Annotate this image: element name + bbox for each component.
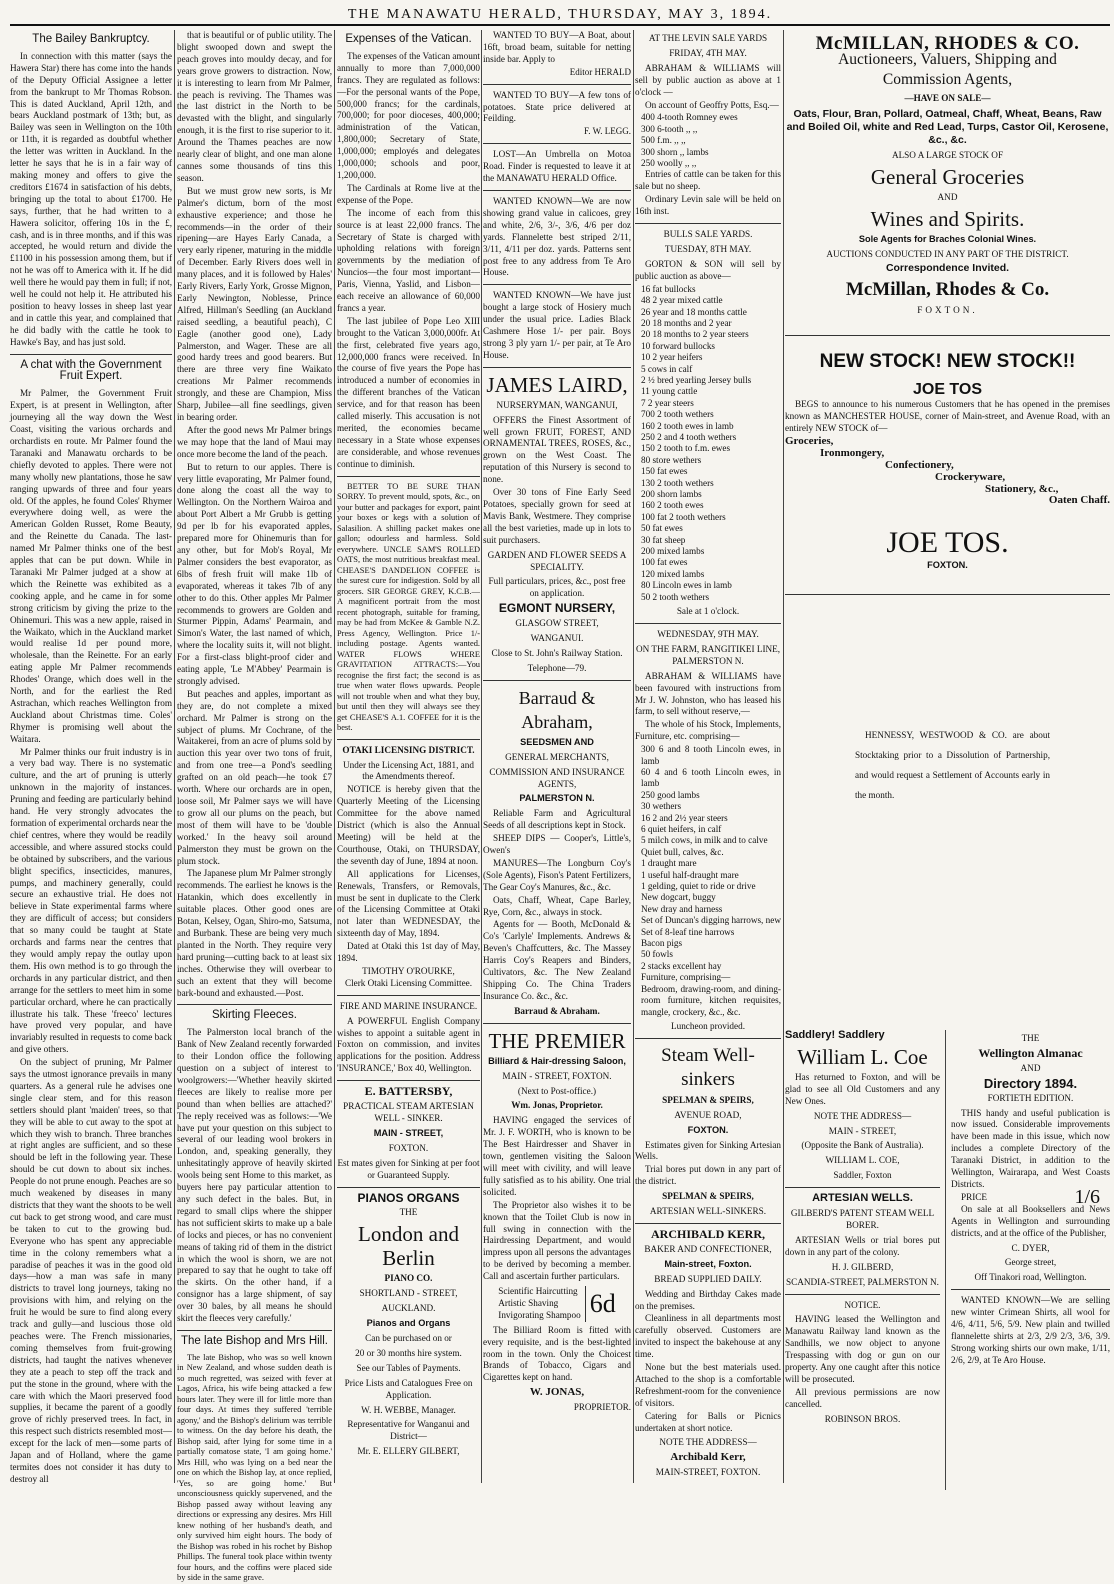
list-item: 48 2 year mixed cattle — [641, 295, 723, 306]
divider — [337, 476, 480, 477]
list-item: 80 Lincoln ewes in lamb — [641, 580, 732, 591]
stock-list — [641, 744, 781, 1018]
divider — [10, 354, 172, 355]
list-item: 16 2 and 2½ year steers — [641, 812, 728, 823]
sale-text: ABRAHAM & WILLIAMS have been favoured with instructions from Mr J. W. Johnston, who has leased his farm, to sell without reserve,— — [635, 670, 781, 717]
advert-text: MANURES—The Longburn Coy's (Sole Agents), Fison's Patent Fertilizers, The Gear Coy's Manures, &c., &c. — [483, 857, 631, 892]
stock-list — [641, 284, 781, 603]
sale-date: FRIDAY, 4TH MAY. — [669, 47, 747, 58]
advert-text: Wines and Spirits. — [870, 206, 1025, 231]
advert-text: HENNESSY, WESTWOOD & CO. are about Stocktaking prior to a Dissolution of Partnership, and would request a Settlement of Accounts early in the month. — [855, 730, 1050, 801]
divider — [785, 1294, 940, 1295]
divider — [337, 739, 480, 740]
advert-title: Saddlery! Saddlery — [785, 1029, 885, 1041]
list-item: 150 2 tooth to f.m. ewes — [641, 443, 731, 454]
advert-title: William L. Coe — [797, 1044, 928, 1069]
list-item: New dray and harness — [641, 903, 723, 914]
column-divider — [633, 30, 634, 1483]
advert-text: PIANO CO. — [384, 1273, 433, 1284]
column-divider — [783, 30, 784, 1483]
sale-text: Entries of cattle can be taken for this sale but no sheep. — [635, 169, 781, 192]
list-item: 120 mixed lambs — [641, 568, 705, 579]
stock-list — [641, 112, 781, 169]
advert-title: London and Berlin — [358, 1222, 459, 1271]
advert-title: McMILLAN, RHODES & CO. — [815, 33, 1080, 54]
sale-date: TUESDAY, 8TH MAY. — [664, 244, 752, 254]
divider — [483, 143, 631, 144]
sale-heading: AT THE LEVIN SALE YARDS — [648, 33, 768, 43]
divider — [337, 995, 480, 996]
advert-text: Pianos and Organs — [366, 1318, 451, 1329]
signature: Clerk Otaki Licensing Committee. — [344, 977, 473, 988]
advert-text: BEGS to announce to his numerous Customers that he has opened in the premises known as MANCHESTER HOUSE, corner of Main-street, and Avenue Road, with an entirely NEW STOCK of— — [785, 399, 1110, 433]
list-item: 250 woolly ,, ,, — [641, 158, 697, 169]
column-2 — [177, 30, 332, 1583]
advert-title: PIANOS ORGANS — [357, 1190, 460, 1205]
advert-text: Confectionery, — [885, 458, 954, 471]
advert-text: Main-street, Foxton. — [664, 1258, 752, 1269]
headline-fruit-expert: A chat with the Government Fruit Expert. — [20, 358, 162, 383]
headline-skirting-fleeces: Skirting Fleeces. — [211, 1009, 297, 1022]
article-paragraph: The late Bishop, who was so well known in New Zealand, and whose sudden death is so much regretted, was seized with fever at Lagos, Africa, his wife being attacked a few hours later. They were ill for little more than four days. At times they suffered 'terrible agony,' and the Bishop's delirium was terrible to witness. On the day before his death, the Bishop said, after lying for some time in a partially comatose state, 'I am going home.' Mrs Hill, who was lying on a bed near the one on which the Bishop lay, at once replied, 'Yes, so are going home.' But unconsciousness quickly supervened, and the Bishop passed away without leaving any directions or expressing any desires. Mrs Hill knew nothing of her husband's death, and only survived him eight hours. The body of the Bishop was robed in his rochet by Bishop Phillips. The funeral took place within twenty four hours, and the coffins were placed side by side in the same grave. — [177, 1352, 332, 1583]
advert-text: THE — [1021, 1033, 1040, 1043]
advert-text: SEEDSMEN AND — [520, 736, 594, 747]
advert-text: Auctioneers, Valuers, Shipping and — [838, 50, 1057, 68]
list-item: 80 store wethers — [641, 454, 702, 465]
advert-text: Representative for Wanganui and District— — [347, 1419, 470, 1442]
advert-title: EGMONT NURSERY, — [498, 601, 616, 616]
advert-text: Over 30 tons of Fine Early Seed Potatoes, specially grown for seed at Mavis Bank, Westmere. They comprise all the best varieties, made up in lots to suit purchasers. — [483, 487, 631, 545]
divider — [785, 335, 1110, 336]
list-item: 250 good lambs — [641, 789, 700, 800]
advert-text: MAIN - STREET, — [828, 1125, 897, 1136]
advert-text: ALSO A LARGE STOCK OF — [891, 149, 1004, 160]
list-item: 300 6 and 8 tooth Lincoln ewes, in lamb — [641, 744, 781, 766]
sale-text: The whole of his Stock, Implements, Furniture, etc. comprising— — [635, 719, 781, 742]
advert-text: AND — [937, 191, 958, 202]
advert-text: Sole Agents for Braches Colonial Wines. — [858, 233, 1037, 244]
advert-text: Can be purchased on or — [365, 1332, 452, 1343]
notice-heading: OTAKI LICENSING DISTRICT. — [342, 744, 475, 755]
headline-bailey: The Bailey Bankruptcy. — [32, 33, 150, 45]
article-paragraph: that is beautiful or of public utility. The blight swooped down and swept the peach groves into mouldy decay, and for years grove growers to distraction. Now, it is interesting to learn from Mr Palmer, the peach is reviving. The Thames was the last district in the North to be devasted with the blight, and singularly enough, it is the first to rise superior to it. Around the Thames peaches are now nearly clear of blight, and one man alone cannes some thousands of tins this season. — [177, 30, 332, 183]
advert-text: THIS handy and useful publication is now issued. Considerable improvements have been made in this issue, which now includes a complete Directory of the Taranaki District, in addition to the Wellington, Wairarapa, and West Coasts Districts. — [951, 1107, 1110, 1189]
column-divider — [334, 30, 335, 1483]
article-paragraph: In connection with this matter (says the Hawera Star) there has come into the hands of the Deputy Official Assignee a letter from the bankrupt to Mr Thomas Robson. This is dated Auckland, April 12th, and bears Auckland postmark of 13th; but, as Bailey was seen in Wellington on the 10th or 11th, it is regarded as doubtful whether the letter was written in Auckland. In the letter he says that he is in a fair way of making money and offers to give the creditors £1674 in satisfaction of his debts, bringing up the total to about £1700. He says, further, that he had written to a Hawera solicitor, offering 10s in the £, cash, and is in three months, and if this was accepted, he would return and divide the £1100 in his possession among them, but if not he was off to America with it. If he did well there he would pay them in full; if not, well he could not help it. He attributed his position to heavy losses in sheep last year and in cattle this year, and complained that he did badly with the cattle he took to Hawke's Bay, and has just sold. — [10, 50, 172, 347]
price-box — [483, 1286, 631, 1322]
list-item: 20 18 months to 2 year steers — [641, 329, 749, 340]
list-item: 6 quiet heifers, in calf — [641, 824, 722, 834]
advert-text: Ironmongery, — [820, 446, 885, 459]
list-item: Furniture, comprising— — [641, 972, 731, 983]
price-item: Scientific Haircutting — [498, 1286, 578, 1297]
list-item: 160 2 tooth ewes in lamb — [641, 420, 734, 431]
list-item: New dogcart, buggy — [641, 892, 716, 903]
advert-text: W. H. WEBBE, Manager. — [361, 1404, 456, 1415]
divider — [785, 594, 1110, 595]
list-item: Set of Duncan's digging harrows, new — [641, 915, 781, 926]
advert-text: Billiard & Hair-dressing Saloon, — [488, 1055, 626, 1066]
advert-text: Estimates given for Sinking Artesian Wells. — [635, 1139, 781, 1162]
list-item: 300 shorn ,, lambs — [641, 146, 709, 157]
advert-text: COMMISSION AND INSURANCE AGENTS, — [489, 766, 625, 789]
column-divider — [481, 30, 482, 1483]
list-item: 200 shorn lambs — [641, 489, 702, 500]
list-item: 200 mixed lambs — [641, 546, 705, 557]
price-label: PRICE — [961, 1191, 988, 1202]
list-item: Quiet bull, calves, &c. — [641, 846, 724, 857]
divider — [635, 623, 781, 624]
advert-title: JOE TOS — [912, 381, 983, 399]
advert-text: (Next to Post-office.) — [517, 1085, 597, 1096]
list-item: 130 2 tooth wethers — [641, 477, 714, 488]
advert-text: On sale at all Booksellers and News Agents in Wellington and surrounding districts, and at the office of the Publisher, — [951, 1203, 1110, 1238]
advert-text: Commission Agents, — [882, 70, 1013, 88]
advert-title: Wellington Almanac — [978, 1045, 1083, 1060]
advert-text: Correspondence Invited. — [885, 262, 1010, 275]
sale-text: On account of Geoffry Potts, Esq.— — [645, 99, 779, 110]
advert-text: SCANDIA-STREET, PALMERSTON N. — [786, 1276, 939, 1287]
article-paragraph: But peaches and apples, important as they are, do not complete a mixed orchard. Mr Palmer is strong on the subject of plums. Mr Cochrane, of the Waitakerei, from an acre of plums sold by auction this year over two tons of fruit, and from one tree—a Pond's seedling grafted on an old peach—he took £7 worth. Where our orchards are in open, loose soil, Mr Palmer says we will have to grow all our plums on the peach, but most of them will have to be 'double worked.' In the heavy soil around Palmerston they must be grown on the plum stock. — [177, 688, 332, 866]
notice-text: All applications for Licenses, Renewals, Transfers, or Removals, must be sent in duplicate to the Clerk of the Licensing Committee at Otaki not later than WEDNESDAY, the sixteenth day of May, 1894. — [337, 868, 480, 939]
list-item: 150 fat ewes — [641, 466, 688, 477]
headline-vatican: Expenses of the Vatican. — [345, 33, 472, 45]
list-item: 50 fat ewes — [641, 523, 683, 534]
list-item: 60 4 and 6 tooth Lincoln ewes, in lamb — [641, 766, 781, 789]
list-item: 300 6-tooth ,, ,, — [641, 123, 698, 134]
list-item: 500 f.m. ,, ,, — [641, 135, 686, 146]
advert-text: SHEEP DIPS — Cooper's, Little's, Owen's — [483, 833, 631, 856]
price-item: Artistic Shaving — [498, 1297, 559, 1308]
advert-text: Wm. Jonas, Proprietor. — [511, 1100, 603, 1111]
advert-text: Crockeryware, — [935, 470, 1006, 483]
advert-text: Close to St. John's Railway Station. — [491, 647, 623, 658]
advert-text: W. JONAS, — [529, 1386, 585, 1399]
advert-text: FORTIETH EDITION. — [987, 1092, 1074, 1103]
advert-text: Saddler, Foxton — [833, 1170, 892, 1181]
list-item: 50 fowls — [641, 949, 673, 960]
article-paragraph: The Japanese plum Mr Palmer strongly recommends. The earliest he knows is the Hatankin, which does excellently in suitable places. Other good ones are Botan, Kelsey, Ogan, Shiro-mo, Satsuma, and Burbank. These are being very much planted in the North. They require very hard pruning—cutting back to at least six inches. Otherwise they will overbear to such an extent that they will become bark-bound and exhausted.—Post. — [177, 868, 332, 998]
list-item: Bedroom, drawing-room, and dining-room furniture, kitchen requisites, mangle, crockery, &c., &c. — [641, 983, 781, 1017]
advert-block: BETTER TO BE SURE THAN SORRY. To prevent mould, spots, &c., on your butter and packages for export, paint your boxes or kegs with a solution of Salasilion. A shilling packet makes one gallon; odourless and harmless. Sold everywhere. UNCLE SAM'S ROLLED OATS, the most nutritious breakfast meal. CHEASE'S DANDELION COFFEE is the surest cure for indigestion. Sold by all grocers. SIR GEORGE GREY, K.C.B.—A magnificent portrait from the most recent photograph, suitable for framing, may be had from McKee & Gamble N.Z. Press Agency, Wellington. Price 1/- including postage. Agents wanted. WATER FLOWS WHERE GRAVITATION ATTRACTS:—You recognise the first fact; the second is as true when water flows upwards. People will not trouble when and what they buy, but until then they will always see they get CHEASE'S A.1. COFFEE for it is the best. — [337, 481, 480, 733]
advert-text: AVENUE ROAD, — [674, 1109, 742, 1120]
column-4 — [483, 30, 631, 1483]
advert-text: PALMERSTON N. — [519, 793, 595, 804]
advert-text: Telephone—79. — [527, 662, 587, 673]
classified-ad: WANTED TO BUY—A few tons of potatoes. State price delivered at Feilding. — [483, 89, 631, 124]
article-paragraph: Mr Palmer thinks our fruit industry is in a very bad way. There is no systematic culture, and the art of pruning is utterly unknown in the majority of instances. Pruning and feeding are particularly behind hand. He very strongly advocates the formation of experimental orchards near the chief centres, where they would be readily accessible, and where assured stocks could be obtained by subscribers, and the various blight specifics, insecticides, manures, pumps, and machinery generally, could secure an exhaustive trial. He does not believe in State experimental farms where they are difficult of access; but considers that so many could be taught at State orchards and farms near the centres that they would amply repay the outlay upon them. His own method is to go through the orchards in any particular district, and then arrange for the settlers to meet him in some particular orchard, where he can practically illustrate his talk. These 'freeco' lectures have proved very popular, and have invariably resulted in requests to come back and give others. — [10, 746, 172, 1055]
divider — [483, 1023, 631, 1024]
advert-text: George street, — [1004, 1257, 1057, 1268]
list-item: 700 2 tooth wethers — [641, 409, 714, 420]
article-paragraph: The income of each from this source is at least 22,000 francs. The Secretary of State is charged with upholding relations with foreign governments by the mediation of Nuncios—the four most important—Paris, Vienna, Yaslid, and Lisbon—each receive an allowance of 60,000 francs a year. — [337, 207, 480, 313]
advert-text: GENERAL MERCHANTS, — [505, 751, 609, 762]
divider — [483, 190, 631, 191]
advert-title: E. BATTERSBY, — [364, 1084, 453, 1099]
sale-heading: WEDNESDAY, 9TH MAY. — [657, 629, 759, 639]
list-item: 5 milch cows, in milk and to calve — [641, 835, 768, 846]
column-3 — [337, 30, 480, 1483]
advert-text: GLASGOW STREET, — [515, 618, 599, 629]
advert-text: Full particulars, prices, &c., post free on application. — [488, 576, 626, 599]
article-paragraph: After the good news Mr Palmer brings we may hope that the land of Maui may once more become the land of the peach. — [177, 424, 332, 459]
column-divider — [174, 30, 175, 1483]
advert-text: SPELMAN & SPEIRS, — [662, 1191, 754, 1202]
list-item: 7 2 year steers — [641, 397, 694, 408]
list-item: 400 4-tooth Romney ewes — [641, 112, 738, 123]
article-paragraph: Mr Palmer, the Government Fruit Expert, is at present in Wellington, after journeying all the way down the West Coast, visiting the various orchards and orchardists en route. Mr Palmer found the Taranaki and Manawatu orchards to be chiefly devoted to apples. There were not many wholly new plantations, those he saw ranging upwards of three and four years old. Of the apples, he found Coles' Rhymer everywhere doing well, as were the American Golden Russet, Rome Beauty, and the Reinette du Canada. The last-named Mr Palmer thinks one of the best apples that can be put down. While in Taranaki Mr Palmer judged at a show at which the Reinette was exhibited as a cooking apple, and he came in for some strong criticism by giving the prize to the Ohinemuri. This was a new apple, raised in the Waikato, which in the Auckland market would realise 1d per pound more, wholesale, than the Reinette. For an early eating apple Mr Palmer recommends Rhodes' Orange, which does well in the North, and for the earliest the Red Astrachan, which reaches Wellington from Auckland about Christmas time. Coles' Rhymer is promising well about the Waitara. — [10, 388, 172, 744]
advert-text: MAIN - STREET, FOXTON. — [502, 1070, 612, 1081]
signature: Editor HERALD — [569, 66, 631, 77]
advert-text: SPELMAN & SPEIRS, — [662, 1094, 754, 1105]
advert-text: (Opposite the Bank of Australia). — [801, 1140, 924, 1151]
advert-text: BREAD SUPPLIED DAILY. — [654, 1273, 762, 1284]
advert-text: Price Lists and Catalogues Free on Application. — [344, 1377, 473, 1400]
sale-text: GORTON & SON will sell by public auction as above— — [635, 258, 781, 281]
list-item: Bacon pigs — [641, 938, 683, 949]
divider — [337, 1080, 480, 1081]
advert-text: Wedding and Birthday Cakes made on the premises. — [635, 1288, 781, 1311]
advert-text: C. DYER, — [1011, 1242, 1050, 1253]
notice-heading: FIRE AND MARINE INSURANCE. — [339, 1000, 478, 1011]
advert-text: AUCKLAND. — [381, 1303, 436, 1314]
advert-text: AND — [1020, 1062, 1041, 1073]
price-row — [951, 1185, 1110, 1208]
advert-text: Oats, Chaff, Wheat, Cape Barley, Rye, Corn, &c., always in stock. — [483, 894, 631, 917]
advert-text: BAKER AND CONFECTIONER, — [644, 1243, 772, 1254]
list-item: 30 fat sheep — [641, 534, 686, 545]
advert-title: ARTESIAN WELLS. — [812, 1192, 913, 1205]
advert-text: GILBERD'S PATENT STEAM WELL BORER. — [790, 1208, 935, 1230]
advert-text: The Proprietor also wishes it to be known that the Toilet Club is now in full swing in connection with the Hairdressing Department, and would impress upon all persons the advantages to be derived by becoming a member. Call and ascertain further particulars. — [483, 1199, 631, 1282]
advert-title: Steam Well-sinkers — [661, 1044, 755, 1090]
advert-text: SHORTLAND - STREET, — [359, 1288, 458, 1299]
divider — [483, 680, 631, 681]
advert-text: MAIN - STREET, — [373, 1127, 444, 1138]
advert-text: Agents for — Booth, McDonald & Co's 'Carlyle' Implements. Andrews & Beven's Chaffcutters, &c. The Massey Harris Coy's Reapers and Binders, Cultivators, &c. The New Zealand Shipping Co. The China Traders Insurance Co. &c., &c. — [483, 919, 631, 1001]
list-item: 50 2 tooth wethers — [641, 591, 710, 602]
advert-text: ARTESIAN WELL-SINKERS. — [649, 1206, 767, 1217]
divider — [483, 84, 631, 85]
advert-text: AUCTIONS CONDUCTED IN ANY PART OF THE DISTRICT. — [826, 248, 1069, 259]
notice-text: Under the Licensing Act, 1881, and the Amendments thereof. — [343, 759, 474, 782]
advert-text: Mr. E. ELLERY GILBERT, — [357, 1446, 460, 1457]
masthead: THE MANAWATU HERALD, THURSDAY, MAY 3, 1894. — [10, 6, 1110, 26]
list-item: 160 2 tooth ewes — [641, 500, 704, 511]
advert-text: McMillan, Rhodes & Co. — [845, 279, 1050, 301]
advert-text: MAIN-STREET, FOXTON. — [655, 1467, 761, 1478]
list-item: Set of 8-leaf tine harrows — [641, 926, 735, 937]
signature: ROBINSON BROS. — [824, 1413, 901, 1424]
advert-text: HAVING engaged the services of Mr. J. F. WORTH, who is known to be The Best Hairdresser and Shaver in town, gentlemen visiting the Saloon will meet with civility, and will leave fully satisfied as to his ability. One trial solicited. — [483, 1115, 631, 1197]
list-item: 10 forward bullocks — [641, 340, 715, 351]
advert-text: PRACTICAL STEAM ARTESIAN WELL - SINKER. — [343, 1101, 474, 1123]
list-item: 11 young cattle — [641, 386, 698, 397]
classified-ad: WANTED TO BUY—A Boat, about 16ft, broad beam, suitable for netting inside bar. Apply to — [483, 30, 631, 64]
column-divider — [945, 1030, 946, 1490]
advert-title: THE PREMIER — [488, 1028, 626, 1053]
advert-text: Reliable Farm and Agricultural Seeds of all descriptions kept in Stock. — [483, 808, 631, 831]
almanac-ad — [951, 1030, 1110, 1368]
advert-text: NOTE THE ADDRESS— — [659, 1437, 757, 1448]
advert-text: GARDEN AND FLOWER SEEDS A SPECIALITY. — [487, 549, 627, 572]
advert-text: FOXTON. — [388, 1142, 429, 1153]
advert-text: The Billiard Room is fitted with every requisite, and is the best-lighted room in the town. Only the Choicest Brands of Tobacco, Cigars and Cigarettes kept on hand. — [483, 1324, 631, 1383]
divider — [635, 1038, 781, 1039]
sale-date: ON THE FARM, RANGITIKEI LINE, PALMERSTON N. — [635, 643, 781, 666]
advert-text: NOTE THE ADDRESS— — [813, 1110, 912, 1121]
advert-title: NOTICE. — [844, 1299, 881, 1310]
advert-text: Barraud & Abraham. — [514, 1005, 600, 1016]
price-value: 6d — [589, 1288, 616, 1318]
advert-text: Archibald Kerr, — [670, 1451, 746, 1464]
list-item: 5 cows in calf — [641, 363, 693, 374]
article-paragraph: On the subject of pruning, Mr Palmer says the utmost ignorance prevails in many quarters. As a general rule he advises one single clear stem, and for this reason settlers should plant 'maiden' trees, so that they will be able to cut away to the spot at which they wish to branch. Three branches at right angles are sufficient, and so these should be left in the following year. These should be cut down to about six inches. People do not prune enough. Peaches are so much weakened by diseases in many districts that they want the shoots to be well cut back to get strong wood, and care must be taken to cut to the growing bud. Everyone who has spent any appreciable time in the colony remembers what a paradise of peaches it was in the good old days—how a man was safe in many districts to travel long journeys, taking no provisions with him, and relying on the fruit he would be sure to find along every track and gully—and luscious those old peaches were. The French missionaries, coming themselves from fruit-growing districts, had taught the natives whenever they ate a peach to step off the track and put the stone in the ground, where with the care with which the Maori preserved food supplies, it became the parent of a goodly grove of richly preserved trees. In fact, in this respect such districts resembled most—except for the lack of men—some parts of Japan and of Holland, where the game termites does not consider it has duty to destroy all — [10, 1057, 172, 1484]
notice-text: NOTICE is hereby given that the Quarterly Meeting of the Licensing Committee for the above named District (which is also the Annual Meeting) will be held at the Courthouse, Otaki, on THURSDAY, the seventh day of June, 1894 at noon. — [337, 784, 480, 866]
divider — [177, 1330, 332, 1331]
advert-text: OFFERS the Finest Assortment of well grown FRUIT, FOREST, AND ORNAMENTAL TREES, ROSES, &c., grown on the West Coast. The reputation of this Nursery is second to none. — [483, 414, 631, 485]
article-paragraph: The expenses of the Vatican amount annually to more than 7,000,000 francs. They are regulated as follows:—For the personal wants of the Pope, 500,000 francs; for the cardinals, 700,000; for poor dioceses, 400,000; administration of the Vatican, 1,800,000; Secretary of State, 1,000,000; employés and delegates 1,000,000; schools and poor, 1,200,000. — [337, 50, 480, 180]
sale-text: Luncheon provided. — [671, 1020, 745, 1031]
saddlery-ad — [785, 1030, 940, 1429]
signature: F. W. LEGG. — [583, 126, 631, 137]
sale-heading: BULLS SALE YARDS. — [663, 229, 753, 240]
classified-ad: WANTED KNOWN—We have just bought a large stock of Hosiery much under the usual price. Ladies Black Cashmere Hose 1/- per pair. Boys strong 3 ply yarn 1/- per pair, at Te Aro House. — [483, 290, 631, 360]
advert-text: HAVING leased the Wellington and Manawatu Railway land known as the Sandhills, we now object to anyone Trespassing with dog or gun on our property. Any one caught after this notice will be prosecuted. — [785, 1314, 940, 1384]
divider — [951, 1289, 1110, 1290]
advert-title: JOE TOS. — [886, 526, 1009, 560]
advert-text: Stationery, &c., — [985, 482, 1059, 495]
classified-ad: WANTED KNOWN—We are now showing grand value in calicoes, grey and white, 2/6, 3/-, 3/6, 4/6 per doz yards. Flannelette best striped 2/11, 3/11, 4/11 per doz. yards. Patterns sent post free to any address from Te Aro House. — [483, 195, 631, 278]
divider — [635, 1223, 781, 1224]
classified-ad: WANTED KNOWN—We are selling new winter Crimean Shirts, all wool for 4/6, 4/11, 5/6, 5/9. New plain and twilled flannelette shirts at 2/3, 2/9 2/3, 3/6, 3/9. Strong working shirts our own make, 1/11, 2/6, 2/9, at Te Aro House. — [951, 1295, 1110, 1365]
column-1 — [10, 30, 172, 1483]
advert-text: Groceries, — [785, 434, 834, 447]
list-item: 1 draught mare — [641, 858, 697, 869]
divider — [785, 1187, 940, 1188]
advert-text: General Groceries — [870, 164, 1025, 189]
list-item: 30 wethers — [641, 801, 682, 812]
advert-text: Oats, Flour, Bran, Pollard, Oatmeal, Chaff, Wheat, Beans, Raw and Boiled Oil, white and Red Lead, Turps, Castor Oil, Kerosene, &c., &c. — [786, 107, 1109, 146]
column-5 — [635, 30, 781, 1483]
advert-text: Est mates given for Sinking at per foot or Guaranteed Supply. — [337, 1157, 480, 1180]
article-paragraph: The last jubilee of Pope Leo XIII brought to the Vatican 3,000,000fr. At the first, celebrated five years ago, 12,000,000 francs were received. In the course of five years the Pope has introduced a number of economies in the different branches of the Vatican service, and for that reason has been called miserly. This accusation is not merited, the economies became necessary in a State whose expenses are considerable, and whose revenues continue to diminish. — [337, 315, 480, 469]
advert-text: Off Tinakori road, Wellington. — [974, 1272, 1087, 1283]
sale-text: ABRAHAM & WILLIAMS will sell by public auction as above at 1 o'clock — — [635, 62, 781, 97]
advert-text: THE — [399, 1207, 418, 1218]
advert-title: NEW STOCK! NEW STOCK!! — [819, 351, 1076, 373]
column-6 — [785, 30, 1110, 1483]
advert-text: Has returned to Foxton, and will be glad to see all Old Customers and any New Ones. — [785, 1071, 940, 1106]
advert-title: ARCHIBALD KERR, — [650, 1226, 765, 1241]
sale-text: Sale at 1 o'clock. — [676, 606, 740, 617]
list-item: 26 year and 18 months cattle — [641, 306, 747, 317]
advert-text: FOXTON. — [917, 305, 978, 316]
list-item: 1 useful half-draught mare — [641, 869, 739, 880]
advert-text: —HAVE ON SALE— — [904, 92, 991, 103]
advert-text: FOXTON. — [687, 1124, 729, 1135]
article-paragraph: But to return to our apples. There is very little evaporating, Mr Palmer found, done along the coast all the way to Wellington. On the Northern Wairoa and about Port Albert a Mr Grubb is getting 9d per lb for his evaporated apples, prepared more for Ohinemuris than for any other, but for Mob's Royal, Mr Palmer considers the best evaporator, as 6lbs of fresh fruit will make 1lb of evaporated, whereas it takes 7lb of any other to do this. Other apples Mr Palmer recommends to growers are Golden and Sturmer Pippin, Adams' Pearmain, and Simon's Water, the last named of which, where the locality suits it, will not blight. For a first-class blight-proof cider and eating apple, 'Le M'Abbey' Pearmain is strongly advised. — [177, 461, 332, 686]
advert-text: All previous permissions are now cancelled. — [785, 1386, 940, 1409]
advert-text: FOXTON. — [927, 560, 968, 571]
list-item: 16 fat bullocks — [641, 283, 696, 294]
advert-text: Oaten Chaff. — [1048, 494, 1110, 507]
classified-ad: LOST—An Umbrella on Motoa Road. Finder is requested to leave it at the MANAWATU HERALD Office. — [483, 149, 631, 184]
signature: PROPRIETOR. — [573, 1402, 631, 1413]
advert-text: See our Tables of Payments. — [356, 1362, 461, 1373]
advert-text: Catering for Balls or Picnics undertaken at short notice. — [635, 1410, 781, 1433]
article-paragraph: But we must grow new sorts, is Mr Palmer's dictum, born of the most exhaustive experience; and those he recommends—in the order of their ripening—are Hayes Early Canada, a very early ripener, maturing in the middle of December. Early Rivers does well in many places, and it is followed by Hales' Early Rivers, Early York, Grosse Mignon, Early Newington, Noblesse, Prince Alfred, Hillman's Seedling (an Auckland raised seedling, a beautiful peach), C Eagle (another good one), Lady Palmerston, and Wager. These are all good hardy trees and good bearers. But there are three very fine Waikato creations Mr Palmer recommends strongly, and these are Champion, Miss Sharp, Jubilee—all fine seedlings, given in bearing order. — [177, 185, 332, 422]
article-paragraph: The Palmerston local branch of the Bank of New Zealand recently forwarded to their London office the following question on a subject of interest to woolgrowers:—'Whether heavily skirted fleeces are likely to realise more per pound than when bellies are attached?' The reply received was as follows:—'We have put your question on this subject to several of our leading wool brokers in London, and, speaking generally, they unhesitatingly approve of heavily skirted wools being sent Home to this market, as buyers here pay particular attention to any such defect in the bales. But, in regard to small clips where the shipper has not sufficient skirts to make up a bale of locks and pieces, or has no convenient means of taking rid of them in the district in which the wool is shorn, we are not prepared to say that he ought to take off the skirts. On the other hand, if a consignor has a large shipment, of say over 30 bales, by all means he should skirt the fleeces very carefully.' — [177, 1027, 332, 1324]
notice-text: A POWERFUL English Company wishes to appoint a suitable agent in Foxton on commission, and invites applications for the position. Address 'INSURANCE,' Box 40, Wellington. — [337, 1015, 480, 1074]
advert-text: Trial bores put down in any part of the district. — [635, 1164, 781, 1187]
advert-title: Directory 1894. — [983, 1075, 1078, 1091]
divider — [483, 284, 631, 285]
advert-text: H. J. GILBERD, — [831, 1261, 894, 1272]
advert-text: None but the best materials used. Attached to the shop is a comfortable Refreshment-room for the convenience of visitors. — [635, 1362, 781, 1408]
notice-text: Dated at Otaki this 1st day of May, 1894. — [337, 941, 480, 964]
list-item: 10 2 year heifers — [641, 352, 703, 363]
article-paragraph: The Cardinals at Rome live at the expense of the Pope. — [337, 182, 480, 205]
advert-title: Barraud & Abraham, — [518, 687, 596, 732]
sale-text: Ordinary Levin sale will be held on 16th inst. — [635, 194, 781, 217]
divider — [635, 223, 781, 224]
list-item: 1 gelding, quiet to ride or drive — [641, 881, 756, 892]
advert-text: WILLIAM L. COE, — [825, 1155, 900, 1166]
list-item: 100 fat 2 tooth wethers — [641, 511, 726, 522]
advert-text: Cleanliness in all departments most carefully observed. Customers are invited to inspect the bakehouse at any time. — [635, 1313, 781, 1360]
divider — [483, 367, 631, 368]
list-item: 250 2 and 4 tooth wethers — [641, 432, 737, 442]
divider — [177, 1004, 332, 1005]
price-item: Invigorating Shampoo — [498, 1309, 581, 1320]
list-item: 2 ½ bred yearling Jersey bulls — [641, 374, 752, 385]
headline-bishop-hill: The late Bishop and Mrs Hill. — [180, 1334, 328, 1347]
list-item: 20 18 months and 2 year — [641, 317, 732, 328]
advert-text: 20 or 30 months hire system. — [355, 1347, 462, 1358]
bottom-ads — [785, 1030, 1110, 1490]
list-item: 100 fat ewes — [641, 557, 688, 568]
advert-text: NURSERYMAN, WANGANUI, — [496, 399, 618, 410]
advert-title: JAMES LAIRD, — [486, 372, 628, 397]
list-item: 2 stacks excellent hay — [641, 960, 722, 971]
price-value: 1/6 — [1074, 1185, 1100, 1208]
advert-text: WANGANUI. — [530, 633, 584, 644]
divider — [337, 1187, 480, 1188]
signature: TIMOTHY O'ROURKE, — [362, 965, 455, 976]
advert-text: ARTESIAN Wells or trial bores put down in any part of the colony. — [785, 1234, 940, 1257]
